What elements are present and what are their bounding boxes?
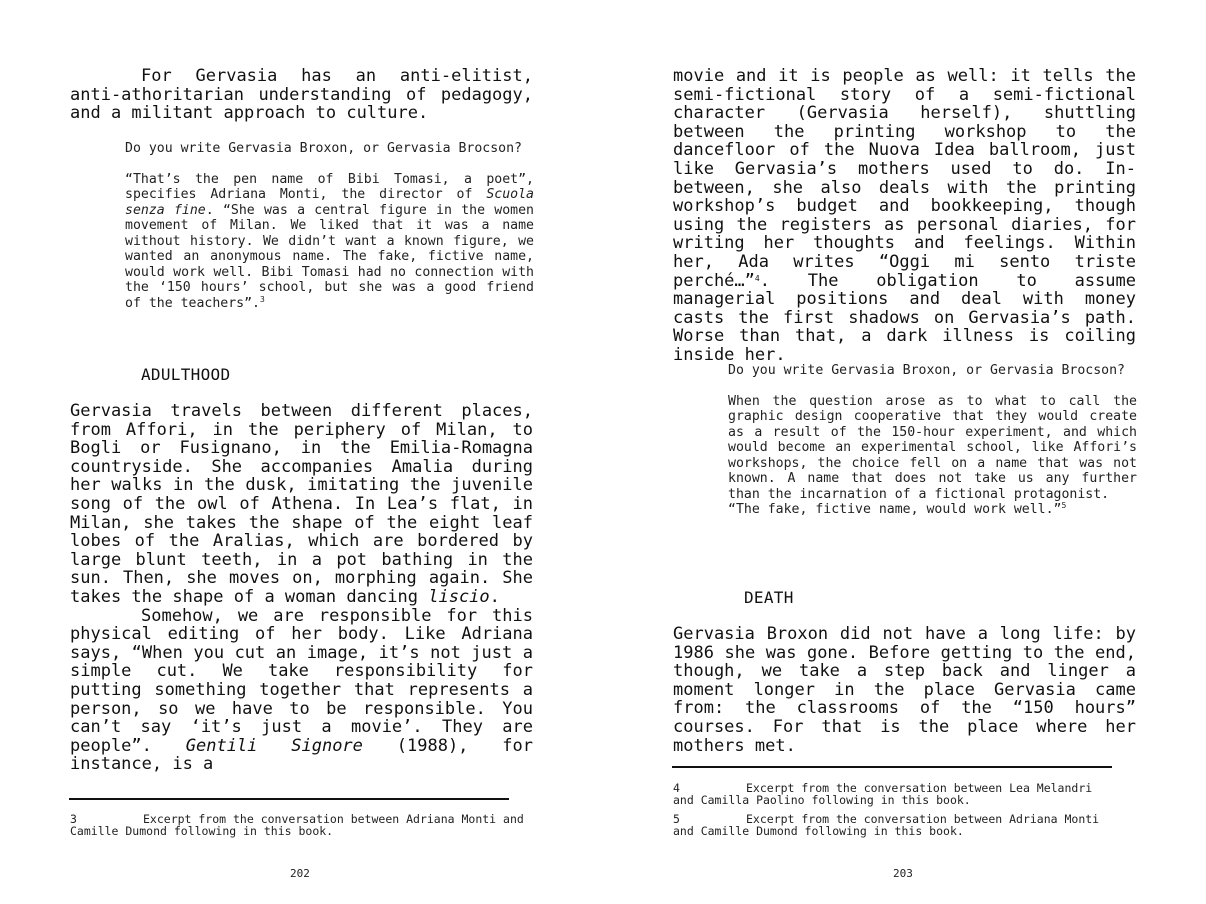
footnote-ref-5: 5 (1061, 501, 1067, 510)
film-title: Scuola senza fine (125, 187, 534, 218)
footnote-rule (672, 766, 1112, 768)
footnote-ref-3: 3 (259, 294, 265, 304)
page-number: 203 (893, 867, 913, 880)
footnote-ref-4: 4 (754, 273, 760, 283)
interview-answer: “That’s the pen name of Bibi Tomasi, a poet”, specifies Adriana Monti, the director of Scuola senza fine. “She was a central figure in the women movement of Milan. We liked that it was a name without history. We didn’t want a known figure, we wanted an anonymous name. The fake, fictive name, would work well. Bibi Tomasi had no connection with the ‘150 hours’ school, but she was a good friend of the teachers”.$^3$ (125, 171, 534, 311)
death-paragraph: Gervasia Broxon did not have a long life: by 1986 she was gone. Before getting to the end, though, we take a step back and linger a moment longer in the place Gervasia came from: the classrooms of the “150 hours” courses. For that is the place where her mothers met. (673, 624, 1136, 756)
interview-block (728, 363, 1137, 518)
section-heading-death: DEATH (744, 588, 794, 607)
footnote-4: 4 Excerpt from the conversation between Lea Melandri and Camilla Paolino following in this book. (673, 781, 1093, 807)
footnote-rule (69, 798, 509, 800)
interview-answer-quote: “The fake, fictive name, would work well.”$^5$ (728, 501, 1067, 517)
continued-paragraph (673, 67, 1136, 365)
interview-block (125, 141, 534, 311)
right-page (603, 0, 1206, 904)
adulthood-paragraph-1: Gervasia travels between different places, from Affori, in the periphery of Milan, to Bogli or Fusignano, in the Emilia-Romagna countryside. She accompanies Amalia during her walks in the dusk, imitating the juvenile song of the owl of Athena. In Lea’s flat, in Milan, she takes the shape of the eight leaf lobes of the Aralias, which are bordered by large blunt teeth, in a pot bathing in the sun. Then, she moves on, morphing again. She takes the shape of a woman dancing liscio. (70, 401, 533, 607)
death-body (673, 625, 1136, 755)
footnote-3: 3 Excerpt from the conversation between Adriana Monti and Camille Dumond following in this book. (70, 812, 524, 838)
interview-question: Do you write Gervasia Broxon, or Gervasia Brocson? (125, 141, 522, 156)
intro-paragraph (70, 67, 533, 123)
interview-question: Do you write Gervasia Broxon, or Gervasia Brocson? (728, 363, 1125, 378)
page-number: 202 (290, 867, 310, 880)
adulthood-body (70, 402, 533, 774)
intro-text: For Gervasia has an anti-elitist, anti-athoritarian understanding of pedagogy, and a militant approach to culture. (70, 66, 533, 124)
continued-text: movie and it is people as well: it tells the semi-fictional story of a semi-fictional character (Gervasia herself), shuttling between the printing workshop to the dancefloor of the Nuova Idea ballroom, just like Gervasia’s mothers used to do. In-between, she also deals with the printing workshop’s budget and bookkeeping, though using the registers as personal diaries, for writing her thoughts and feelings. Within her, Ada writes “Oggi mi sento triste perché…”$^4$. The obligation to assume managerial positions and deal with money casts the first shadows on Gervasia’s path. Worse than that, a dark illness is coiling inside her. (673, 66, 1136, 365)
adulthood-paragraph-2: Somehow, we are responsible for this physical editing of her body. Like Adriana says, “When you cut an image, it’s not just a simple cut. We take responsibility for putting something together that represents a person, so we have to be responsible. You can’t say ‘it’s just a movie’. They are people”. Gentili Signore (1988), for instance, is a (70, 605, 533, 775)
interview-answer: When the question arose as to what to call the graphic design cooperative that they would create as a result of the 150-hour experiment, and which would become an experimental school, like Affori’s workshops, the choice fell on a name that was not known. A name that does not take us any further than the incarnation of a fictional protagonist. (728, 393, 1137, 502)
footnote-5: 5 Excerpt from the conversation between Adriana Monti and Camille Dumond following in this book. (673, 812, 1100, 838)
section-heading-adulthood: ADULTHOOD (141, 365, 231, 384)
